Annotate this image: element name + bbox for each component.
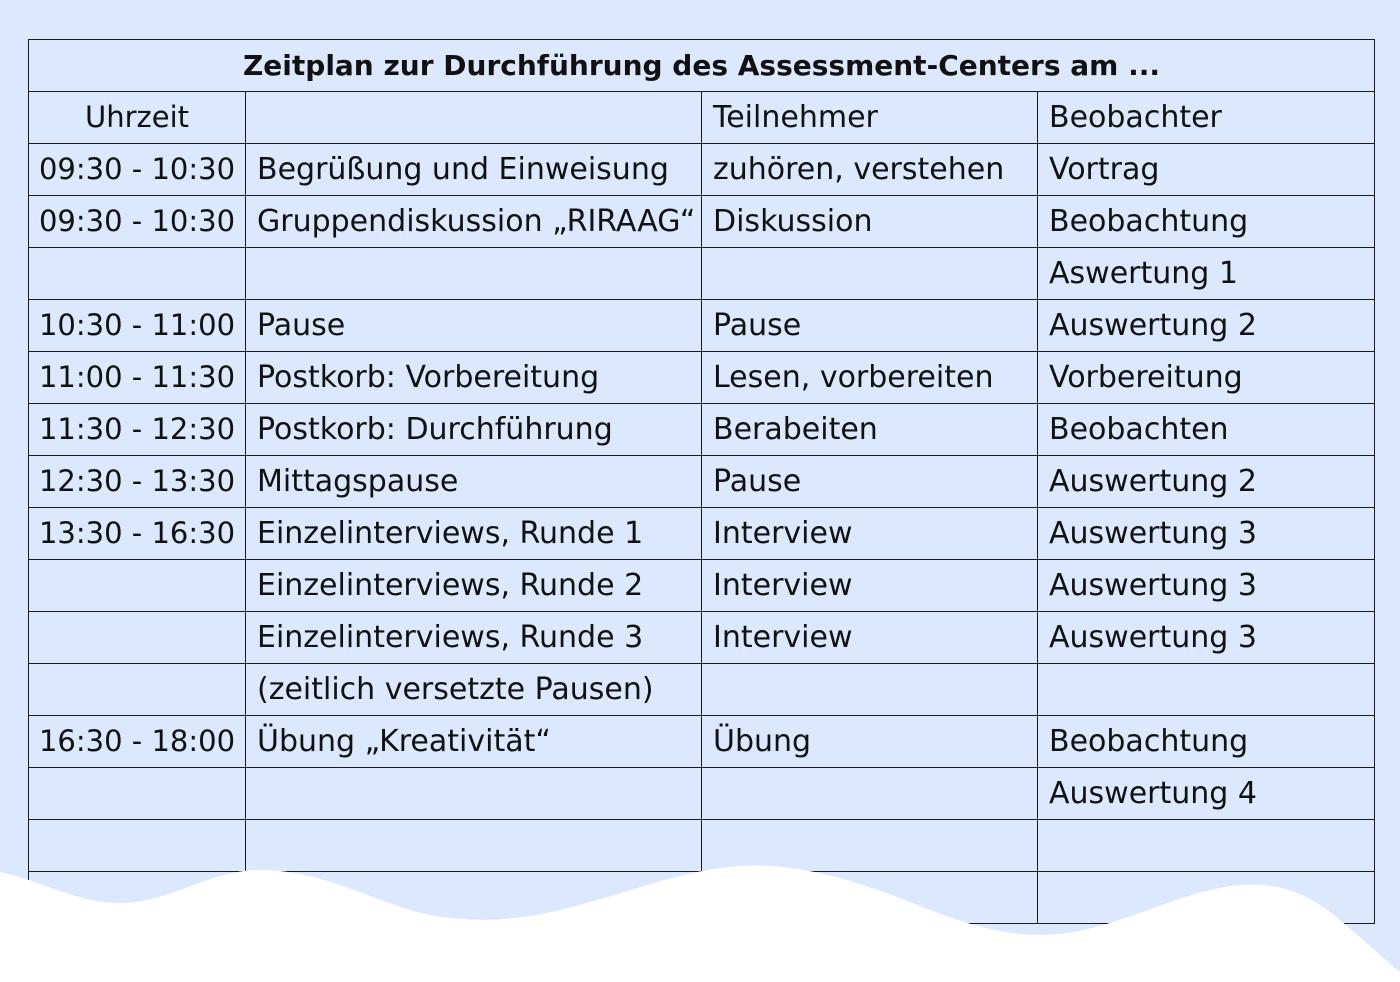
table-row [29, 872, 1375, 924]
cell-time [29, 560, 246, 612]
cell-participants: zuhören, verstehen [702, 144, 1038, 196]
cell-time [29, 612, 246, 664]
table-row [29, 456, 1375, 508]
cell-observers [1038, 664, 1375, 716]
header-row [29, 92, 1375, 144]
cell-observers: Auswertung 3 [1038, 560, 1375, 612]
cell-participants: Diskussion [702, 196, 1038, 248]
cell-participants: Pause [702, 300, 1038, 352]
cell-activity [246, 872, 702, 924]
cell-time [29, 768, 246, 820]
cell-observers: Auswertung 2 [1038, 456, 1375, 508]
cell-activity: Einzelinterviews, Runde 1 [246, 508, 702, 560]
cell-participants: Lesen, vorbereiten [702, 352, 1038, 404]
cell-participants: Berabeiten [702, 404, 1038, 456]
cell-time: 11:00 - 11:30 [29, 352, 246, 404]
table-row [29, 300, 1375, 352]
cell-observers [1038, 872, 1375, 924]
cell-activity: Begrüßung und Einweisung [246, 144, 702, 196]
table-row [29, 144, 1375, 196]
title-row [29, 40, 1375, 92]
cell-participants: Interview [702, 560, 1038, 612]
cell-activity [246, 248, 702, 300]
cell-observers: Vorbereitung [1038, 352, 1375, 404]
cell-activity: Mittagspause [246, 456, 702, 508]
cell-participants: Interview [702, 612, 1038, 664]
cell-observers: Beobachten [1038, 404, 1375, 456]
cell-observers: Aswertung 1 [1038, 248, 1375, 300]
header-participants: Teilnehmer [702, 92, 1038, 144]
table-row [29, 612, 1375, 664]
cell-activity: Einzelinterviews, Runde 2 [246, 560, 702, 612]
cell-observers: Vortrag [1038, 144, 1375, 196]
cell-observers: Beobachtung [1038, 196, 1375, 248]
table-row [29, 716, 1375, 768]
cell-time [29, 248, 246, 300]
cell-participants: Interview [702, 508, 1038, 560]
table-row [29, 404, 1375, 456]
cell-observers: Auswertung 3 [1038, 612, 1375, 664]
cell-observers [1038, 820, 1375, 872]
table-row [29, 768, 1375, 820]
cell-time: 10:30 - 11:00 [29, 300, 246, 352]
cell-observers: Beobachtung [1038, 716, 1375, 768]
cell-time [29, 820, 246, 872]
table-row [29, 664, 1375, 716]
cell-activity: Pause [246, 300, 702, 352]
table-row [29, 352, 1375, 404]
table-title: Zeitplan zur Durchführung des Assessment-Centers am ... [29, 40, 1375, 92]
cell-participants [702, 820, 1038, 872]
cell-time: 12:30 - 13:30 [29, 456, 246, 508]
cell-time: 13:30 - 16:30 [29, 508, 246, 560]
table-row [29, 820, 1375, 872]
cell-activity: (zeitlich versetzte Pausen) [246, 664, 702, 716]
cell-activity: Postkorb: Durchführung [246, 404, 702, 456]
cell-participants: Pause [702, 456, 1038, 508]
schedule-body [29, 40, 1375, 924]
cell-activity [246, 768, 702, 820]
cell-participants [702, 872, 1038, 924]
header-activity [246, 92, 702, 144]
table-row [29, 196, 1375, 248]
cell-activity: Postkorb: Vorbereitung [246, 352, 702, 404]
table-row [29, 248, 1375, 300]
cell-time [29, 872, 246, 924]
cell-observers: Auswertung 3 [1038, 508, 1375, 560]
cell-participants [702, 248, 1038, 300]
cell-activity: Einzelinterviews, Runde 3 [246, 612, 702, 664]
header-time: Uhrzeit [29, 92, 246, 144]
cell-observers: Auswertung 2 [1038, 300, 1375, 352]
cell-time: 11:30 - 12:30 [29, 404, 246, 456]
cell-time [29, 664, 246, 716]
schedule-table [28, 39, 1375, 924]
table-row [29, 508, 1375, 560]
cell-time: 16:30 - 18:00 [29, 716, 246, 768]
cell-time: 09:30 - 10:30 [29, 144, 246, 196]
cell-time: 09:30 - 10:30 [29, 196, 246, 248]
cell-activity: Übung „Kreativität“ [246, 716, 702, 768]
header-observers: Beobachter [1038, 92, 1375, 144]
cell-participants [702, 664, 1038, 716]
cell-activity [246, 820, 702, 872]
cell-observers: Auswertung 4 [1038, 768, 1375, 820]
cell-participants [702, 768, 1038, 820]
cell-activity: Gruppendiskussion „RIRAAG“ [246, 196, 702, 248]
table-row [29, 560, 1375, 612]
cell-participants: Übung [702, 716, 1038, 768]
